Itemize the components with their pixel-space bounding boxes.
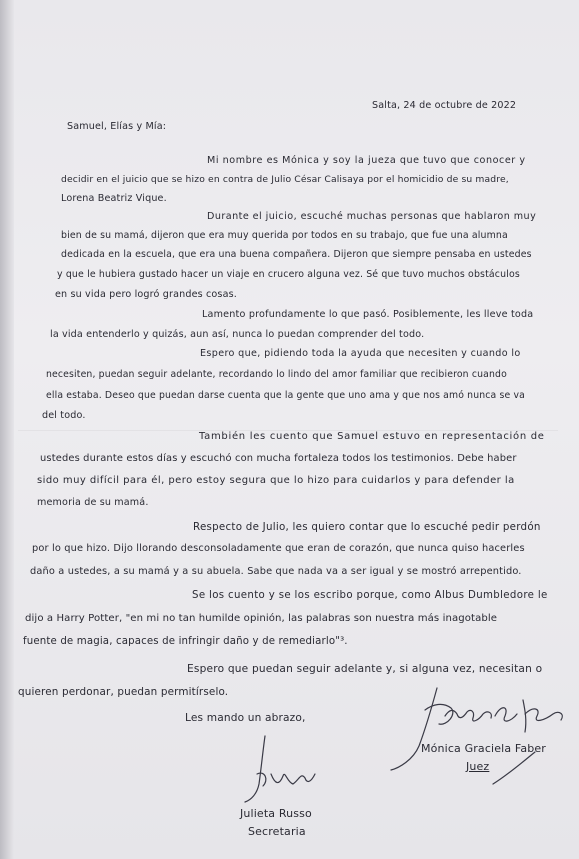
judge-title: Juez <box>466 760 490 773</box>
body-line: la vida entenderlo y quizás, aun así, nunca lo puedan comprender del todo. <box>50 329 425 340</box>
body-line: También les cuento que Samuel estuvo en representación de <box>199 431 545 442</box>
body-line: Durante el juicio, escuché muchas personas que hablaron muy <box>207 211 537 222</box>
body-line: fuente de magia, capaces de infringir daño y de remediarlo"³. <box>23 636 348 647</box>
body-line: memoria de su mamá. <box>37 497 149 508</box>
body-line: quieren perdonar, puedan permitírselo. <box>18 686 229 698</box>
body-line: Lorena Beatriz Vique. <box>61 193 167 204</box>
body-line: bien de su mamá, dijeron que era muy querida por todos en su trabajo, que fue una alumna <box>61 230 508 241</box>
body-line: y que le hubiera gustado hacer un viaje en crucero alguna vez. Sé que tuvo muchos obstáculos <box>57 269 520 280</box>
body-line: sido muy difícil para él, pero estoy segura que lo hizo para cuidarlos y para defender la <box>37 475 515 486</box>
body-line: Se los cuento y se los escribo porque, como Albus Dumbledore le <box>192 590 548 601</box>
body-line: decidir en el juicio que se hizo en contra de Julio César Calisaya por el homicidio de su madre, <box>61 174 509 185</box>
body-line: ustedes durante estos días y escuchó con mucha fortaleza todos los testimonios. Debe haber <box>40 453 517 464</box>
body-line: del todo. <box>42 410 86 421</box>
body-line: Respecto de Julio, les quiero contar que lo escuché pedir perdón <box>193 521 541 533</box>
letter-date: Salta, 24 de octubre de 2022 <box>372 100 517 111</box>
judge-signature <box>385 680 575 790</box>
body-line: Lamento profundamente lo que pasó. Posiblemente, les lleve toda <box>202 309 534 320</box>
salutation: Samuel, Elías y Mía: <box>67 121 167 132</box>
body-line: en su vida pero logró grandes cosas. <box>55 289 237 300</box>
secretary-title: Secretaria <box>248 825 306 838</box>
body-line: ella estaba. Deseo que puedan darse cuenta que la gente que uno ama y que nos amó nunca se va <box>46 390 525 401</box>
body-line: necesiten, puedan seguir adelante, recordando lo lindo del amor familiar que recibieron cuando <box>46 369 507 380</box>
judge-name: Mónica Graciela Faber <box>421 742 546 755</box>
body-line: Espero que, pidiendo toda la ayuda que necesiten y cuando lo <box>200 348 521 359</box>
body-line: daño a ustedes, a su mamá y a su abuela. Sabe que nada va a ser igual y se mostró arrepentido. <box>30 566 522 577</box>
body-line: por lo que hizo. Dijo llorando desconsoladamente que eran de corazón, que nunca quiso hacerles <box>32 543 525 554</box>
secretary-name: Julieta Russo <box>240 807 312 820</box>
body-line: dijo a Harry Potter, "en mi no tan humilde opinión, las palabras son nuestra más inagotable <box>25 613 498 624</box>
secretary-signature <box>235 730 355 810</box>
closing: Les mando un abrazo, <box>185 712 306 724</box>
body-line: Mi nombre es Mónica y soy la jueza que tuvo que conocer y <box>207 155 526 166</box>
body-line: Espero que puedan seguir adelante y, si alguna vez, necesitan o <box>187 663 543 675</box>
body-line: dedicada en la escuela, que era una buena compañera. Dijeron que siempre pensaba en ustedes <box>61 249 532 260</box>
